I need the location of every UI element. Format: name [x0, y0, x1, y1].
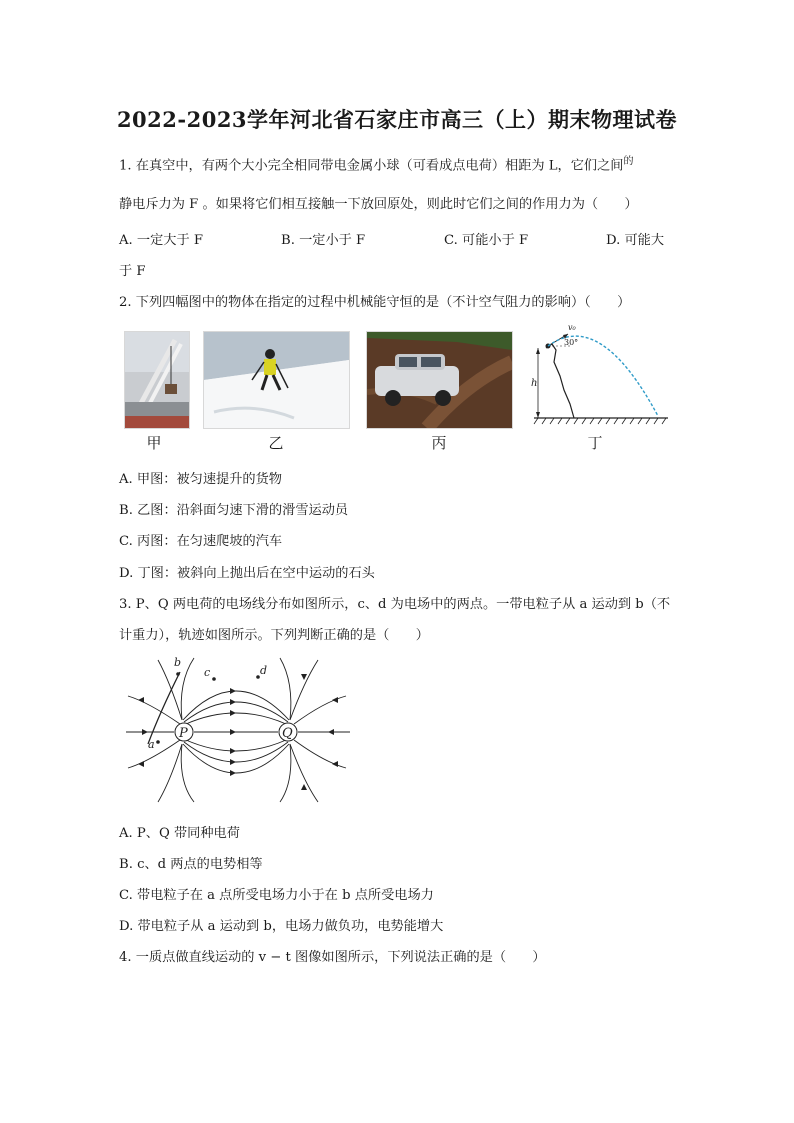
page-title: 2022-2023学年河北省石家庄市高三（上）期末物理试卷 [116, 107, 678, 132]
q2-caption-jia: 甲 [146, 434, 162, 452]
q2-option-a[interactable]: A. 甲图：被匀速提升的货物 [119, 472, 282, 487]
q3-electric-field-diagram [118, 652, 358, 804]
q3-option-c[interactable]: C. 带电粒子在 a 点所受电场力小于在 b 点所受电场力 [119, 888, 434, 903]
q1-option-d[interactable]: D. 可能大 [606, 233, 665, 248]
q2-ding-v0-label: v₀ [568, 323, 576, 332]
q3-point-c-label: c [204, 666, 211, 679]
q3-option-a[interactable]: A. P、Q 带同种电荷 [119, 826, 240, 841]
q3-point-b-label: b [174, 656, 182, 669]
q3-charge-p-label: P [179, 726, 188, 741]
q1-stem-line1-tail: 的 [623, 156, 634, 167]
q1-stem-line1 [119, 152, 633, 173]
q3-option-b[interactable]: B. c、d 两点的电势相等 [119, 857, 263, 872]
q2-ding-angle-label: 30° [564, 338, 579, 347]
q2-ding-h-label: h [531, 378, 538, 389]
q3-point-a-label: a [148, 738, 155, 751]
q2-caption-bing: 丙 [431, 434, 447, 452]
q3-stem-line1: 3. P、Q 两电荷的电场线分布如图所示，c、d 为电场中的两点。一带电粒子从 a 运动到 b（不 [119, 597, 671, 612]
q1-option-d-continued: 于 F [119, 264, 146, 279]
q3-charge-q-label: Q [282, 726, 293, 741]
q2-option-b[interactable]: B. 乙图：沿斜面匀速下滑的滑雪运动员 [119, 503, 349, 518]
q3-point-d-label: d [260, 664, 268, 677]
q2-option-c[interactable]: C. 丙图：在匀速爬坡的汽车 [119, 534, 283, 549]
q2-caption-yi: 乙 [268, 434, 284, 452]
q1-option-c[interactable]: C. 可能小于 F [444, 233, 529, 248]
q2-caption-ding: 丁 [587, 434, 603, 452]
q1-stem-line2: 静电斥力为 F 。如果将它们相互接触一下放回原处，则此时它们之间的作用力为（ ） [119, 197, 638, 212]
q1-option-a[interactable]: A. 一定大于 F [119, 233, 203, 248]
q2-stem: 2. 下列四幅图中的物体在指定的过程中机械能守恒的是（不计空气阻力的影响）（ ） [119, 295, 631, 310]
q1-stem-line1-text: 1. 在真空中，有两个大小完全相同带电金属小球（可看成点电荷）相距为 L，它们之间 [119, 158, 624, 174]
q2-figure-ding-projectile-diagram [530, 318, 675, 428]
q2-figure-bing-car-photo [366, 331, 513, 429]
q3-option-d[interactable]: D. 带电粒子从 a 运动到 b，电场力做负功，电势能增大 [119, 919, 444, 934]
q4-stem: 4. 一质点做直线运动的 v − t 图像如图所示，下列说法正确的是（ ） [119, 950, 546, 965]
q2-figure-yi-skier-photo [203, 331, 350, 429]
q3-stem-line2: 计重力），轨迹如图所示。下列判断正确的是（ ） [119, 628, 429, 643]
q2-figure-jia-crane-photo [124, 331, 190, 429]
q2-option-d[interactable]: D. 丁图：被斜向上抛出后在空中运动的石头 [119, 566, 375, 581]
q1-option-b[interactable]: B. 一定小于 F [281, 233, 366, 248]
